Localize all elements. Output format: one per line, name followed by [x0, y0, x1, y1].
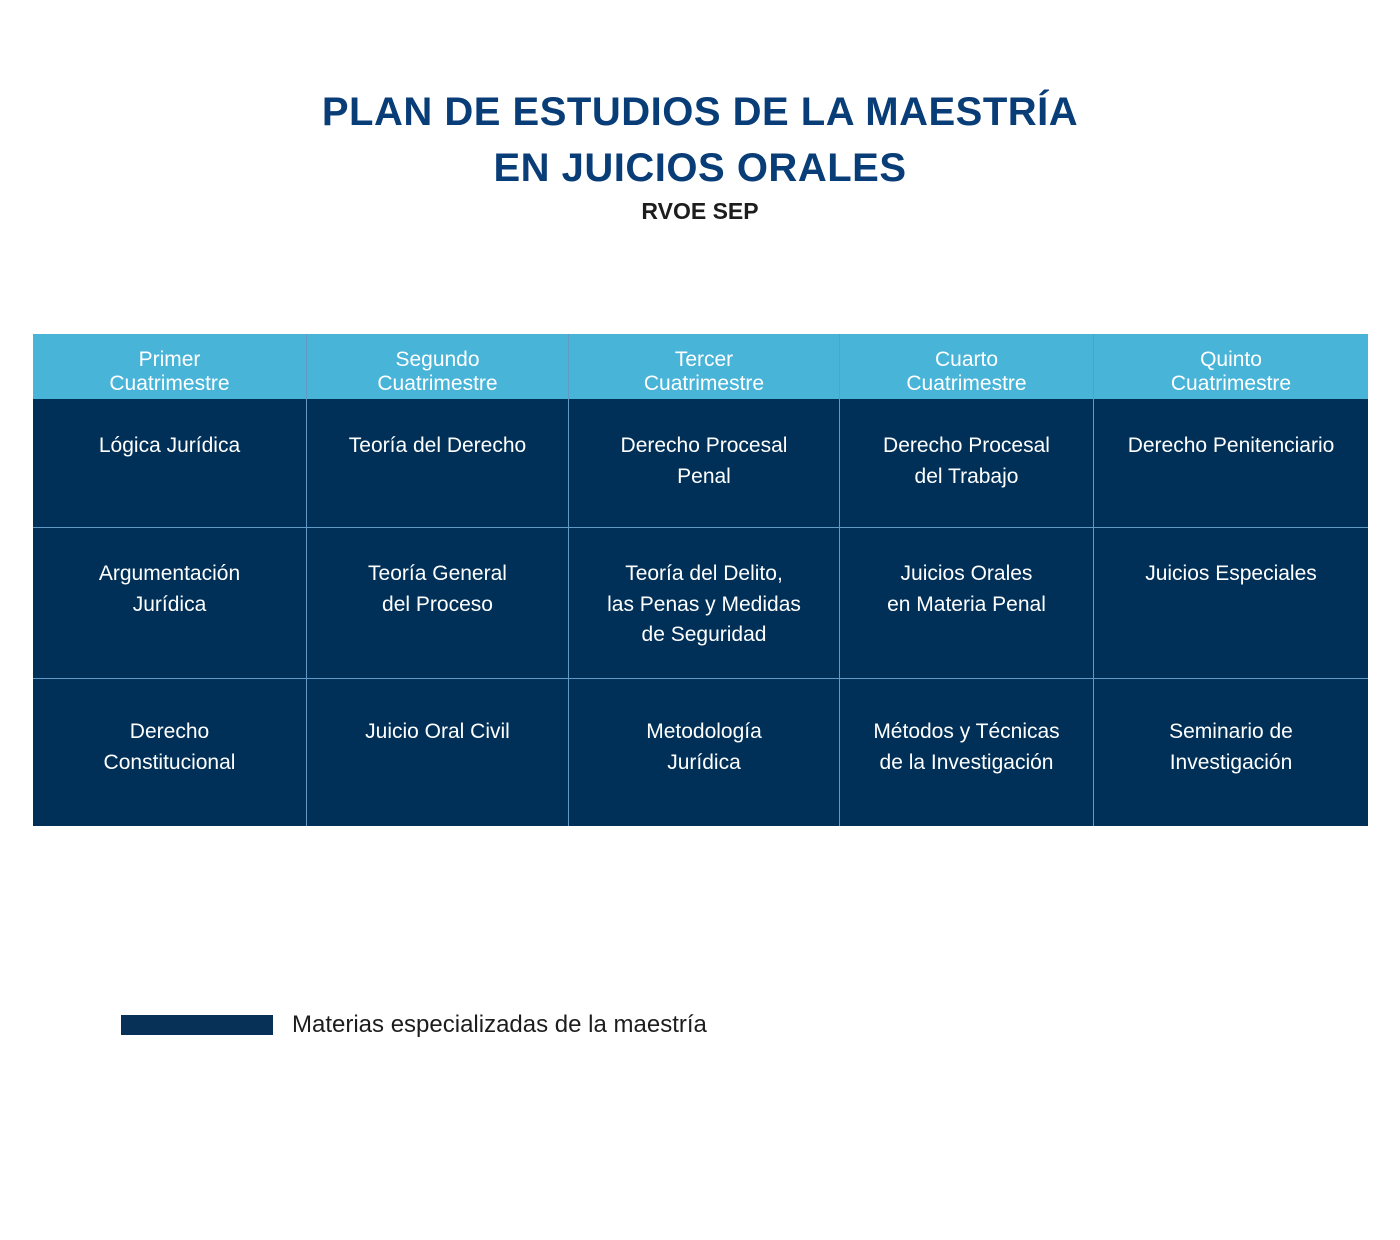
subject-name: Métodos y Técnicas	[873, 720, 1060, 743]
subject-cell	[307, 528, 569, 678]
subject-name: Lógica Jurídica	[98, 434, 241, 457]
table-row	[33, 527, 1368, 678]
column-header-line: Cuatrimestre	[1170, 372, 1292, 395]
column-header-1	[33, 334, 307, 399]
column-header-line: Cuatrimestre	[377, 372, 498, 395]
table-row	[33, 678, 1368, 826]
table-header-row	[33, 334, 1368, 399]
subject-cell	[569, 399, 840, 527]
subject-cell	[307, 679, 569, 826]
subject-cell	[1094, 679, 1368, 826]
subject-name: Juicios Especiales	[1145, 562, 1317, 585]
subject-cell	[840, 679, 1094, 826]
subject-name: Penal	[677, 464, 731, 488]
subject-cell	[307, 399, 569, 527]
legend-swatch	[121, 1015, 273, 1035]
subject-cell	[33, 399, 307, 527]
subject-name: del Proceso	[382, 592, 493, 616]
subject-name: las Penas y Medidas	[607, 592, 801, 616]
table-row	[33, 399, 1368, 527]
column-header-line: Segundo	[395, 348, 480, 371]
subject-name: Constitucional	[103, 750, 236, 774]
page-title-line-2: EN JUICIOS ORALES	[493, 146, 907, 190]
subject-name: Derecho Procesal	[883, 434, 1050, 457]
column-header-line: Primer	[138, 348, 201, 371]
column-header-4	[840, 334, 1094, 399]
column-header-line: Tercer	[674, 348, 734, 371]
subject-name: de la Investigación	[879, 750, 1054, 774]
column-header-3	[569, 334, 840, 399]
study-plan-table	[33, 334, 1368, 826]
subject-name: Derecho Procesal	[620, 434, 788, 457]
subject-cell	[33, 528, 307, 678]
page-title-line-1: PLAN DE ESTUDIOS DE LA MAESTRÍA	[321, 90, 1079, 134]
subject-cell	[33, 679, 307, 826]
subject-name: Juicios Orales	[900, 562, 1033, 585]
subject-name: Teoría del Delito,	[625, 562, 783, 585]
column-header-line: Cuatrimestre	[643, 372, 765, 395]
title-block	[0, 84, 1400, 226]
column-header-line: Cuatrimestre	[109, 372, 230, 395]
subject-name: de Seguridad	[641, 623, 767, 646]
subject-name: Investigación	[1169, 750, 1293, 774]
column-header-5	[1094, 334, 1368, 399]
column-header-2	[307, 334, 569, 399]
subject-name: Jurídica	[667, 750, 741, 774]
subject-name: Argumentación	[98, 562, 241, 585]
subject-name: Jurídica	[132, 592, 207, 616]
subject-cell	[569, 679, 840, 826]
subject-name: Metodología	[646, 720, 762, 743]
subject-name: Juicio Oral Civil	[365, 720, 510, 743]
subject-cell	[1094, 528, 1368, 678]
subject-cell	[569, 528, 840, 678]
subject-name: del Trabajo	[914, 464, 1019, 488]
legend-label: Materias especializadas de la maestría	[292, 1011, 707, 1038]
column-header-line: Cuarto	[934, 348, 999, 371]
subject-cell	[840, 528, 1094, 678]
subject-name: en Materia Penal	[887, 592, 1046, 616]
page-subtitle: RVOE SEP	[641, 198, 759, 224]
subject-name: Teoría General	[368, 562, 507, 585]
subject-cell	[1094, 399, 1368, 527]
column-header-line: Quinto	[1200, 348, 1262, 371]
subject-cell	[840, 399, 1094, 527]
subject-name: Derecho	[129, 720, 210, 743]
legend	[121, 1011, 707, 1039]
subject-name: Seminario de	[1169, 720, 1293, 743]
column-header-line: Cuatrimestre	[906, 372, 1027, 395]
subject-name: Teoría del Derecho	[348, 434, 527, 457]
subject-name: Derecho Penitenciario	[1127, 434, 1335, 457]
